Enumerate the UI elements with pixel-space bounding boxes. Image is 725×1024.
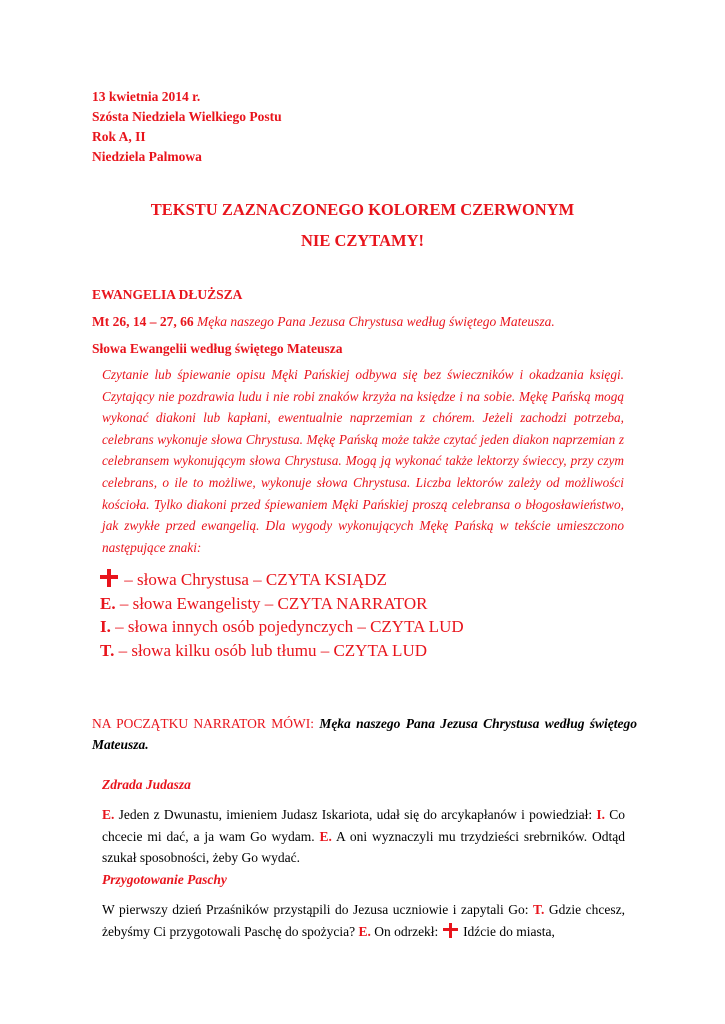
notice-line-2: NIE CZYTAMY! <box>301 231 424 250</box>
legend-christ <box>100 568 464 592</box>
legend-i-text: – słowa innych osób pojedynczych – CZYTA LUD <box>110 617 464 636</box>
symbol-legend <box>100 568 464 662</box>
legend-individual <box>100 615 464 639</box>
speaker-e: E. <box>358 923 371 939</box>
date-line: 13 kwietnia 2014 r. <box>92 89 201 104</box>
cross-icon <box>100 569 118 587</box>
notice-line-1: TEKSTU ZAZNACZONEGO KOLOREM CZERWONYM <box>150 200 575 219</box>
section-paragraph-passover <box>102 899 625 942</box>
text-span: Jeden z Dwunastu, imieniem Judasz Iskariota, udał się do arcykapłanów i powiedział: <box>114 807 597 822</box>
reference-verse: Mt 26, 14 – 27, 66 <box>92 314 194 329</box>
narrator-intro <box>92 713 637 755</box>
feast-line: Niedziela Palmowa <box>92 149 202 164</box>
cross-icon <box>443 923 458 938</box>
legend-crowd <box>100 639 464 663</box>
intro-text: Męka naszego Pana Jezusa Chrystusa według świętego Mateusza. <box>92 716 638 752</box>
speaker-e: E. <box>319 828 332 844</box>
year-line: Rok A, II <box>92 129 146 144</box>
speaker-t: T. <box>533 902 545 917</box>
text-span: W pierwszy dzień Przaśników przystąpili do Jezusa uczniowie i zapytali Go: <box>102 902 533 917</box>
text-span: Gdzie chcesz, żebyśmy Ci przygotowali Paschę do spożycia? <box>102 902 625 939</box>
rubric-paragraph: Czytanie lub śpiewanie opisu Męki Pańskiej odbywa się bez świeczników i okadzania księgi. Czytający nie pozdrawia ludu i nie robi znaków krzyża na księdze i na sobie. Mękę Pańską mogą wykonać diakoni lub kapłani, ewentualnie naprzemian z chórem. Jeżeli zachodzi potrzeba, celebrans wykonuje słowa Chrystusa. Mękę Pańską może także czytać jeden diakon naprzemian z celebransem wykonującym słowa Chrystusa. Mogą ją wykonać także lektorzy świeccy, przy czym celebrans, o ile to możliwe, wykonuje słowa Chrystusa. Liczba lektorów zależy od możliwości kościoła. Tylko diakoni przed śpiewaniem Męki Pańskiej proszą celebransa o błogosławieństwo, jak zwykłe przed ewangelią. Dla wygody wykonujących Mękę Pańską w tekście umieszczono następujące znaki: <box>102 367 624 555</box>
speaker-i: I. <box>596 807 605 822</box>
intro-prefix: NA POCZĄTKU NARRATOR MÓWI: <box>92 716 314 731</box>
speaker-e: E. <box>102 807 115 822</box>
text-span: On odrzekł: <box>370 923 442 939</box>
legend-christ-text: – słowa Chrystusa – CZYTA KSIĄDZ <box>120 570 387 589</box>
reference-title: Męka naszego Pana Jezusa Chrystusa według świętego Mateusza. <box>197 314 555 329</box>
legend-evangelist <box>100 592 464 616</box>
legend-e-mark: E. <box>100 593 116 613</box>
liturgical-header <box>92 87 282 167</box>
legend-t-mark: T. <box>100 640 115 660</box>
section-heading-betrayal: Zdrada Judasza <box>102 777 191 792</box>
text-span: A oni wyznaczyli mu trzydzieści srebrników. Odtąd szukał sposobności, żeby Go wydać. <box>102 828 625 865</box>
sunday-line: Szósta Niedziela Wielkiego Postu <box>92 109 282 124</box>
legend-t-text: – słowa kilku osób lub tłumu – CZYTA LUD <box>114 640 427 660</box>
legend-i-mark: I. <box>100 617 111 636</box>
section-heading-passover: Przygotowanie Paschy <box>102 872 227 887</box>
gospel-title: EWANGELIA DŁUŻSZA <box>92 287 243 302</box>
legend-e-text: – słowa Ewangelisty – CZYTA NARRATOR <box>115 593 428 613</box>
gospel-reference <box>92 314 555 330</box>
text-span: Idźcie do miasta, <box>459 923 555 939</box>
gospel-source: Słowa Ewangelii według świętego Mateusza <box>92 341 343 356</box>
text-span: Co chcecie mi dać, a ja wam Go wydam. <box>102 807 625 844</box>
section-paragraph-betrayal <box>102 804 625 869</box>
